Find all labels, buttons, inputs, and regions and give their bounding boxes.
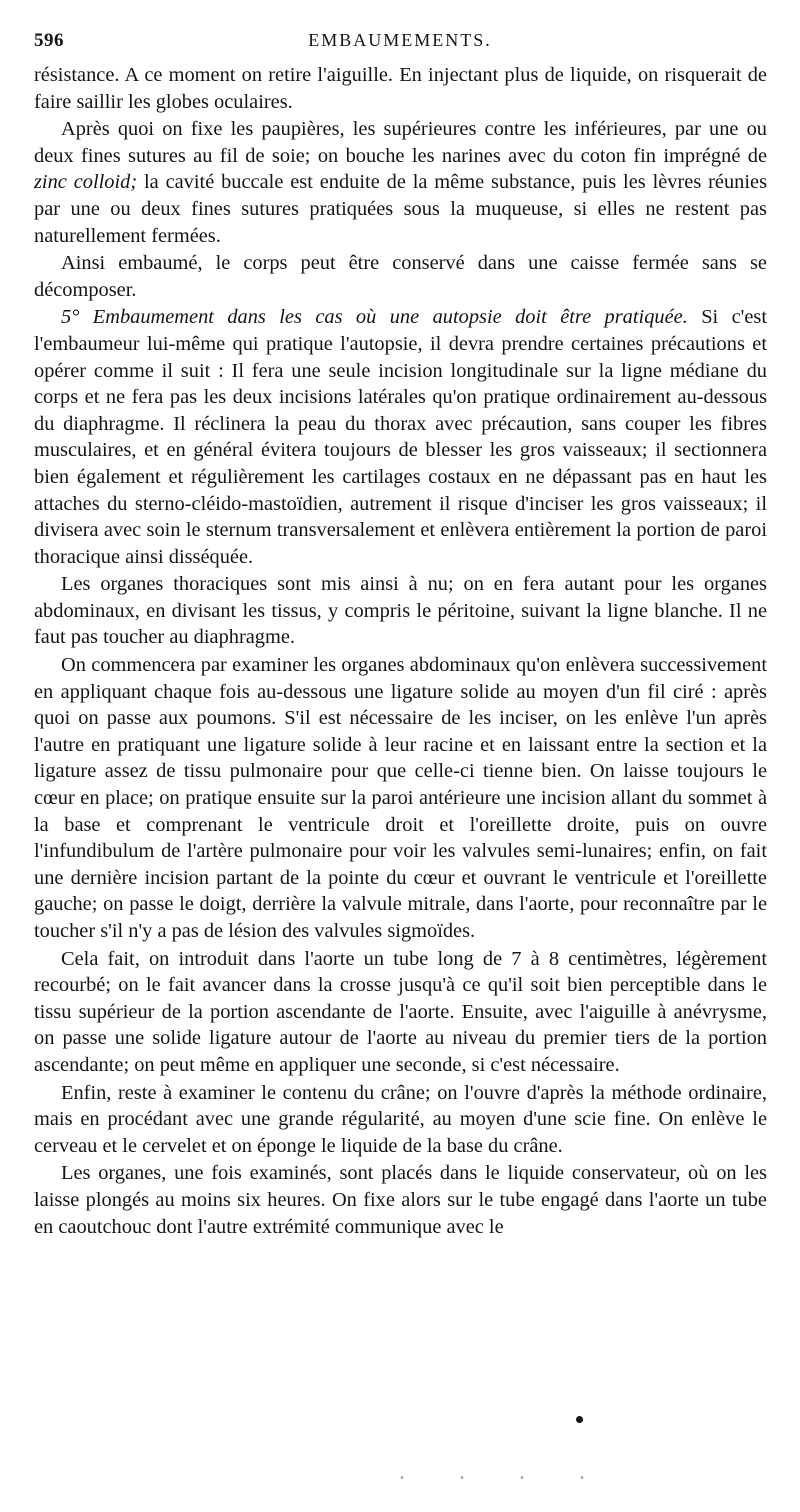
stray-ink-dot: [576, 1416, 583, 1423]
paragraph-5-text: Les organes thoraciques sont mis ainsi à nu; on en fera autant pour les organes abdominaux, en divisant les tissus, y compris le péritoine, suivant la ligne blanche. Il ne faut pas toucher au diaphragme.: [34, 573, 767, 649]
paragraph-1: [34, 62, 767, 115]
paragraph-8: [34, 1080, 767, 1160]
section-5-text: Si c'est l'embaumeur lui-même qui pratique l'autopsie, il devra prendre certaines précautions et opérer comme il suit : Il fera une seule incision longitudinale sur la ligne médiane du corps et ne fera pas les deux incisions latérales qu'on pratique ordinairement au-dessous du diaphragme. Il réclinera la peau du thorax avec précaution, sans couper les fibres musculaires, et en général évitera toujours de blesser les gros vaisseaux; il sectionnera bien également et régulièrement les cartilages costaux en ne dépassant pas en haut les attaches du sterno-cléido-mastoïdien, autrement il risque d'inciser les gros vaisseaux; il divisera avec soin le sternum transversalement et enlèvera entièrement la portion de paroi thoracique ainsi disséquée.: [34, 306, 767, 568]
paragraph-3: [34, 250, 767, 303]
section-5-paragraph: [34, 304, 767, 570]
paragraph-2-emphasis: zinc colloid;: [34, 171, 138, 194]
paragraph-2-text-after: la cavité buccale est enduite de la même substance, puis les lèvres réunies par une ou deux fines sutures pratiquées sous la muqueuse, si elles ne restent pas naturellement fermées.: [34, 171, 768, 247]
paragraph-2-text-before: Après quoi on fixe les paupières, les supérieures contre les inférieures, par une ou deux fines sutures au fil de soie; on bouche les narines avec du coton fin imprégné de: [34, 118, 767, 167]
paragraph-6-text: On commencera par examiner les organes abdominaux qu'on enlèvera successivement en appliquant chaque fois au-dessous une ligature solide au moyen d'un fil ciré : après quoi on passe aux poumons. S'il est nécessaire de les inciser, on les enlève l'un après l'autre en pratiquant une ligature solide à leur racine et en laissant entre la section et la ligature assez de tissu pulmonaire pour que celle-ci tienne bien. On laisse toujours le cœur en place; on pratique ensuite sur la paroi antérieure une incision allant du sommet à la base et comprenant le ventricule droit et l'oreillette droite, puis on ouvre l'infundibulum de l'artère pulmonaire pour voir les valvules semi-lunaires; enfin, on fait une dernière incision partant de la pointe du cœur et ouvrant le ventricule et l'oreillette gauche; on passe le doigt, derrière la valvule mitrale, dans l'aorte, pour reconnaître par le toucher s'il n'y a pas de lésion des valvules sigmoïdes.: [34, 654, 767, 942]
page-header: [34, 30, 766, 56]
paragraph-9-text: Les organes, une fois examinés, sont placés dans le liquide conservateur, où on les laisse plongés au moins six heures. On fixe alors sur le tube engagé dans l'aorte un tube en caoutchouc dont l'autre extrémité communique avec le: [34, 1162, 767, 1238]
body-text: [34, 62, 767, 1240]
paragraph-3-text: Ainsi embaumé, le corps peut être conservé dans une caisse fermée sans se décomposer.: [34, 252, 767, 301]
paragraph-2: [34, 116, 767, 249]
page-number: 596: [34, 30, 64, 51]
paragraph-6: [34, 652, 767, 945]
paragraph-7-text: Cela fait, on introduit dans l'aorte un tube long de 7 à 8 centimètres, légèrement recourbé; on le fait avancer dans la crosse jusqu'à ce qu'il soit bien perceptible dans le tissu supérieur de la portion ascendante de l'aorte. Ensuite, avec l'aiguille à anévrysme, on passe une solide ligature autour de l'aorte au niveau du premier tiers de la portion ascendante; on peut même en appliquer une seconde, si c'est nécessaire.: [34, 947, 767, 1076]
running-title: EMBAUMEMENTS.: [308, 30, 492, 50]
paragraph-7: [34, 946, 767, 1079]
paragraph-5: [34, 571, 767, 651]
scan-specks: [372, 1476, 612, 1479]
paragraph-9: [34, 1160, 767, 1240]
section-heading: 5° Embaumement dans les cas où une autopsie doit être pratiquée.: [61, 306, 688, 329]
paragraph-1-text: résistance. A ce moment on retire l'aiguille. En injectant plus de liquide, on risquerait de faire saillir les globes oculaires.: [34, 64, 767, 113]
paragraph-8-text: Enfin, reste à examiner le contenu du crâne; on l'ouvre d'après la méthode ordinaire, mais en procédant avec une grande régularité, au moyen d'une scie fine. On enlève le cerveau et le cervelet et on éponge le liquide de la base du crâne.: [34, 1081, 767, 1157]
